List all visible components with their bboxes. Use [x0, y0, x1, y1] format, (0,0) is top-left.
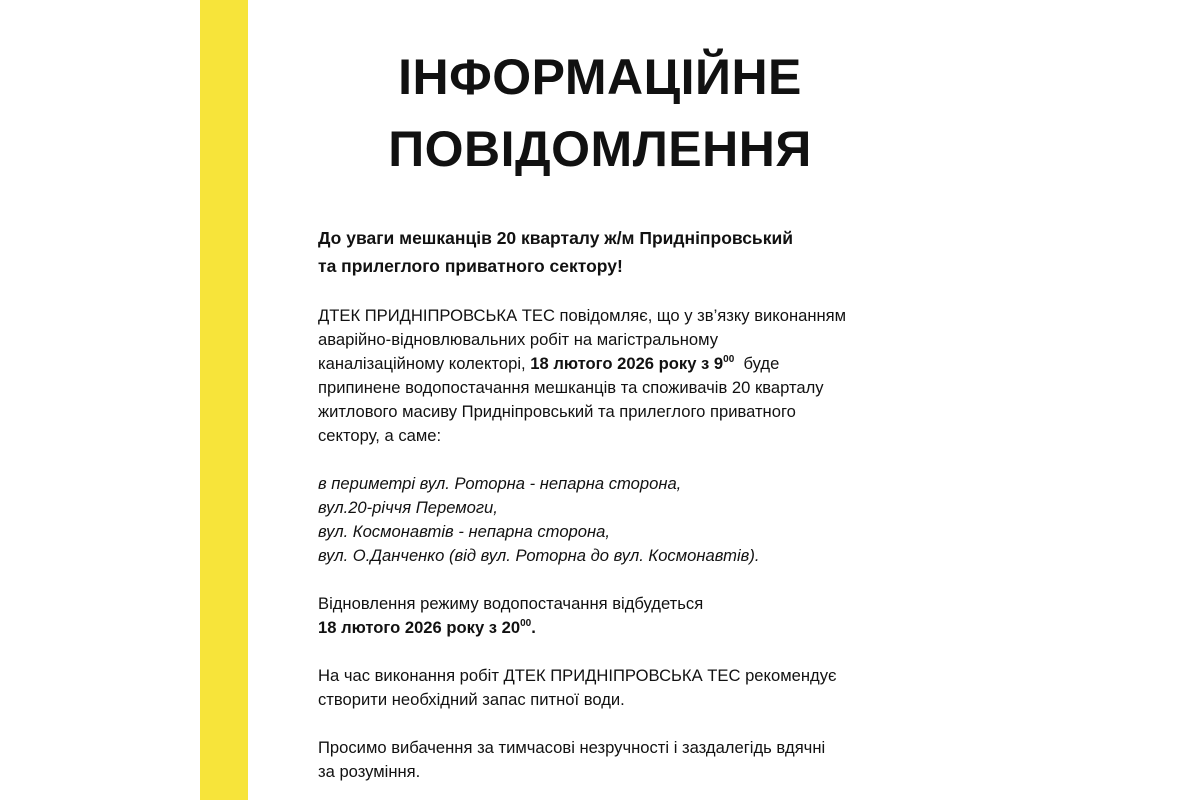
restore-minutes: 00 [520, 618, 532, 629]
title-line-2: ПОВІДОМЛЕННЯ [388, 121, 812, 177]
restore-date: 18 лютого 2026 року з 20 [318, 618, 521, 637]
heading-line-2: та прилеглого приватного сектору! [318, 256, 623, 276]
street-item: вул. Космонавтів - непарна сторона, [318, 522, 610, 541]
text: . [531, 618, 536, 637]
para1-line-3 [318, 353, 779, 375]
heading-line-1: До уваги мешканців 20 кварталу ж/м Придніпровський [318, 228, 793, 248]
outage-date [530, 354, 734, 373]
text: каналізаційному колекторі, [318, 354, 531, 373]
title-line-1: ІНФОРМАЦІЙНЕ [398, 49, 802, 105]
para1-line-2: аварійно-відновлювальних робіт на магістральному [318, 330, 719, 349]
street-item: вул. О.Данченко (від вул. Роторна до вул. Космонавтів). [318, 546, 760, 565]
street-item: в периметрі вул. Роторна - непарна сторона, [318, 474, 682, 493]
outage-date-text: 18 лютого 2026 року з 9 [530, 354, 724, 373]
yellow-accent-bar [200, 0, 248, 800]
apology-line-1: Просимо вибачення за тимчасові незручності і заздалегідь вдячні [318, 738, 826, 757]
para1-line-4: припинене водопостачання мешканців та споживачів 20 кварталу [318, 378, 824, 397]
apology-line-2: за розуміння. [318, 762, 421, 781]
restore-line-1: Відновлення режиму водопостачання відбудеться [318, 594, 704, 613]
para1-line-6: сектору, а саме: [318, 426, 442, 445]
advice-line-1: На час виконання робіт ДТЕК ПРИДНІПРОВСЬКА ТЕС рекомендує [318, 666, 837, 685]
para1-line-1: ДТЕК ПРИДНІПРОВСЬКА ТЕС повідомляє, що у зв’язку виконанням [318, 306, 847, 325]
advice-line-2: створити необхідний запас питної води. [318, 690, 625, 709]
text: буде [734, 354, 780, 373]
outage-minutes: 00 [723, 354, 735, 365]
para1-line-5: житлового масиву Придніпровський та прилеглого приватного [318, 402, 796, 421]
restore-line-2 [318, 617, 536, 639]
street-item: вул.20-річчя Перемоги, [318, 498, 498, 517]
